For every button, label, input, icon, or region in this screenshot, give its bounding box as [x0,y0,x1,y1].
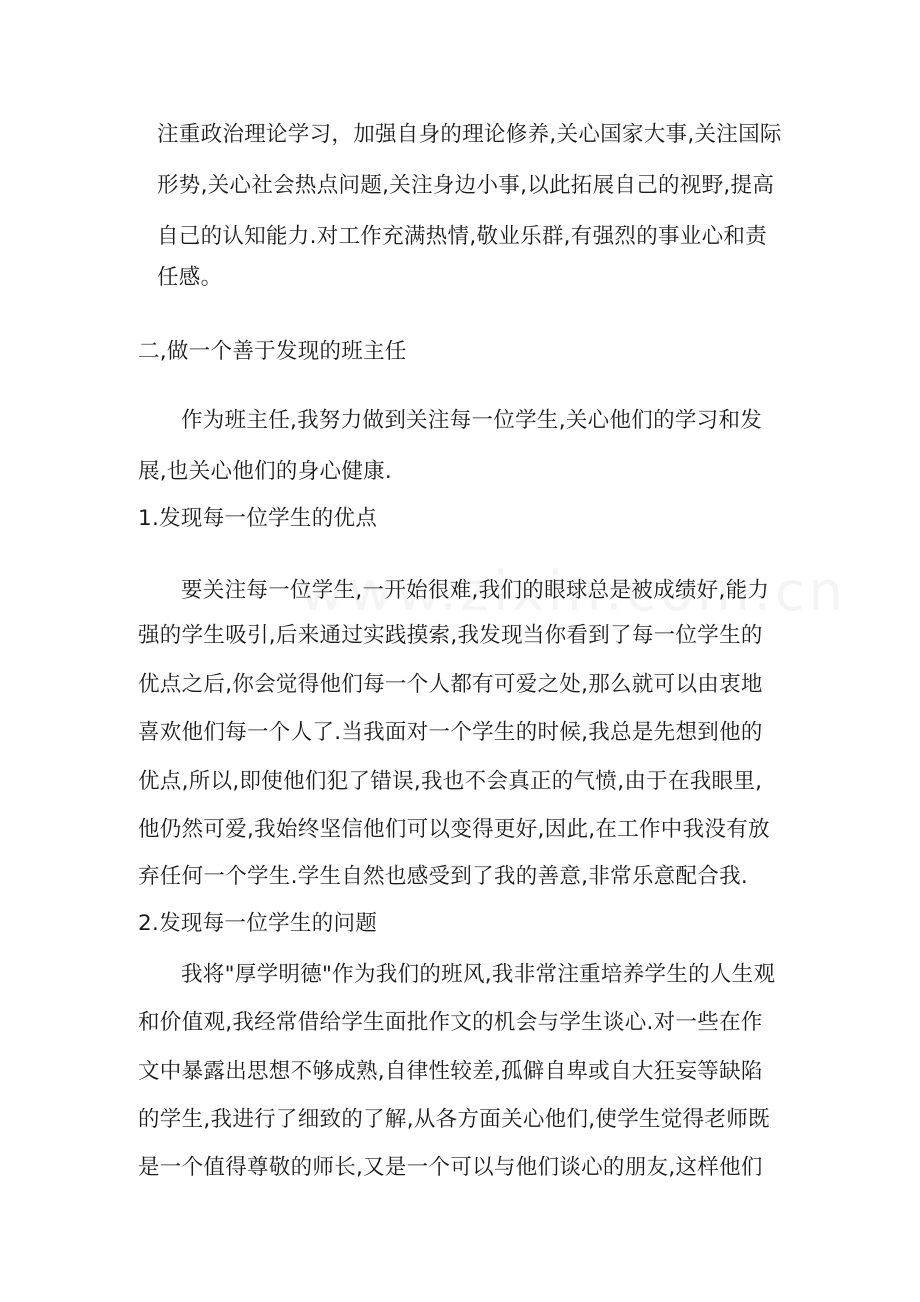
paragraph-line: 要关注每一位学生,一开始很难,我们的眼球总是被成绩好,能力 [181,578,770,603]
paragraph-line: 喜欢他们每一个人了.当我面对一个学生的时候,我总是先想到他的 [138,720,763,745]
paragraph-line: 我将"厚学明德"作为我们的班风,我非常注重培养学生的人生观 [181,962,776,987]
paragraph-line: 文中暴露出思想不够成熟,自律性较差,孤僻自卑或自大狂妄等缺陷 [138,1059,763,1084]
paragraph-line: 优点,所以,即使他们犯了错误,我也不会真正的气愤,由于在我眼里, [138,769,763,794]
paragraph-line: 展,也关心他们的身心健康. [138,459,393,484]
paragraph-line: 是一个值得尊敬的师长,又是一个可以与他们谈心的朋友,这样他们 [138,1155,763,1180]
paragraph-line: 他仍然可爱,我始终坚信他们可以变得更好,因此,在工作中我没有放 [138,817,770,842]
paragraph-line: 优点之后,你会觉得他们每一个人都有可爱之处,那么就可以由衷地 [138,672,763,697]
paragraph-line: 作为班主任,我努力做到关注每一位学生,关心他们的学习和发 [181,408,763,433]
paragraph-line: 注重政治理论学习，加强自身的理论修养,关心国家大事,关注国际 [157,122,782,147]
paragraph-line: 任感。 [157,265,223,290]
paragraph-line: 弃任何一个学生.学生自然也感受到了我的善意,非常乐意配合我. [138,864,749,889]
subsection-heading: 1.发现每一位学生的优点 [138,506,378,531]
subsection-heading: 2.发现每一位学生的问题 [138,911,378,936]
section-heading: 二,做一个善于发现的班主任 [138,339,407,364]
paragraph-line: 强的学生吸引,后来通过实践摸索,我发现当你看到了每一位学生的 [138,623,763,648]
paragraph-line: 的学生,我进行了细致的了解,从各方面关心他们,使学生觉得老师既 [138,1107,770,1132]
paragraph-line: 和价值观,我经常借给学生面批作文的机会与学生谈心.对一些在作 [138,1010,763,1035]
paragraph-line: 形势,关心社会热点问题,关注身边小事,以此拓展自己的视野,提高 [157,173,775,198]
paragraph-line: 自己的认知能力.对工作充满热情,敬业乐群,有强烈的事业心和责 [157,224,768,249]
